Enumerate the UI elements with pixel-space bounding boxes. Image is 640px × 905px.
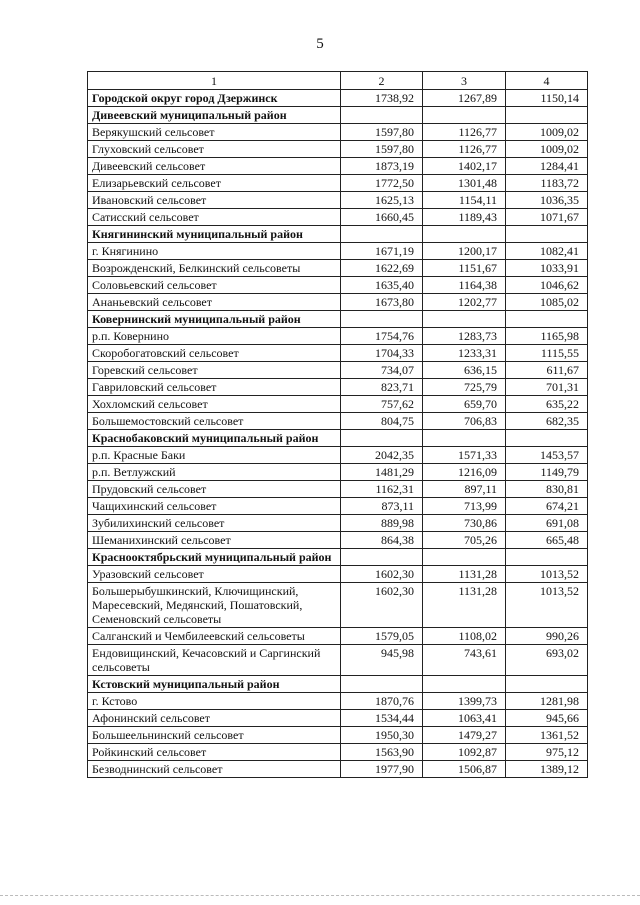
row-name-cell: Соловьевский сельсовет	[88, 277, 341, 294]
row-value-col3: 1267,89	[423, 90, 506, 107]
row-value-col4: 701,31	[506, 379, 588, 396]
table-row	[88, 328, 588, 345]
row-name-cell: Елизарьевский сельсовет	[88, 175, 341, 192]
table-row	[88, 277, 588, 294]
row-value-col2: 1579,05	[341, 628, 423, 645]
row-name-cell: Глуховский сельсовет	[88, 141, 341, 158]
row-value-col4: 1149,79	[506, 464, 588, 481]
row-name-cell: Большеельнинский сельсовет	[88, 727, 341, 744]
row-value-col4: 674,21	[506, 498, 588, 515]
row-value-col2: 1660,45	[341, 209, 423, 226]
row-name-cell: Возрожденский, Белкинский сельсоветы	[88, 260, 341, 277]
row-value-col2: 1754,76	[341, 328, 423, 345]
row-name-cell: Большерыбушкинский, Ключищинский, Маресевский, Медянский, Пошатовский, Семеновский сельсоветы	[88, 583, 341, 628]
row-name-cell: р.п. Ковернино	[88, 328, 341, 345]
row-name-cell: Афонинский сельсовет	[88, 710, 341, 727]
table-row	[88, 243, 588, 260]
table-row	[88, 645, 588, 676]
row-value-col3: 897,11	[423, 481, 506, 498]
row-value-col4: 665,48	[506, 532, 588, 549]
row-value-col3: 1131,28	[423, 583, 506, 628]
row-name-cell: Горевский сельсовет	[88, 362, 341, 379]
row-value-col2: 2042,35	[341, 447, 423, 464]
table-row	[88, 413, 588, 430]
row-name-cell: Уразовский сельсовет	[88, 566, 341, 583]
row-value-col2: 1597,80	[341, 124, 423, 141]
row-value-col2: 1534,44	[341, 710, 423, 727]
row-value-col3: 1131,28	[423, 566, 506, 583]
table-row	[88, 362, 588, 379]
row-value-col4: 682,35	[506, 413, 588, 430]
row-value-col2: 1597,80	[341, 141, 423, 158]
row-value-col3	[423, 311, 506, 328]
row-value-col3: 1164,38	[423, 277, 506, 294]
section-row	[88, 430, 588, 447]
row-value-col2: 1772,50	[341, 175, 423, 192]
page-number: 5	[316, 36, 324, 52]
table-row	[88, 693, 588, 710]
row-value-col3: 1202,77	[423, 294, 506, 311]
row-value-col3: 1154,11	[423, 192, 506, 209]
row-value-col3	[423, 676, 506, 693]
row-value-col2: 889,98	[341, 515, 423, 532]
row-value-col4: 1082,41	[506, 243, 588, 260]
row-name-cell: Скоробогатовский сельсовет	[88, 345, 341, 362]
row-name-cell: Салганский и Чембилеевский сельсоветы	[88, 628, 341, 645]
row-value-col4: 1009,02	[506, 141, 588, 158]
table-row	[88, 727, 588, 744]
section-row	[88, 107, 588, 124]
row-value-col4: 1046,62	[506, 277, 588, 294]
row-value-col3: 1126,77	[423, 124, 506, 141]
row-value-col2: 1622,69	[341, 260, 423, 277]
row-value-col4: 975,12	[506, 744, 588, 761]
row-name-cell: Краснобаковский муниципальный район	[88, 430, 341, 447]
row-value-col3: 706,83	[423, 413, 506, 430]
row-name-cell: Хохломский сельсовет	[88, 396, 341, 413]
row-value-col2: 1704,33	[341, 345, 423, 362]
row-value-col3: 1092,87	[423, 744, 506, 761]
row-value-col2: 804,75	[341, 413, 423, 430]
page-edge-divider	[0, 895, 640, 896]
row-name-cell: Верякушский сельсовет	[88, 124, 341, 141]
row-value-col3: 1108,02	[423, 628, 506, 645]
row-value-col2: 1563,90	[341, 744, 423, 761]
row-value-col2: 1870,76	[341, 693, 423, 710]
row-value-col3: 1479,27	[423, 727, 506, 744]
row-value-col4: 1281,98	[506, 693, 588, 710]
row-value-col4	[506, 226, 588, 243]
header-cell-4: 4	[506, 72, 588, 90]
row-value-col4: 1033,91	[506, 260, 588, 277]
row-value-col4: 1115,55	[506, 345, 588, 362]
row-value-col2	[341, 226, 423, 243]
row-value-col3: 1200,17	[423, 243, 506, 260]
row-value-col2: 1602,30	[341, 566, 423, 583]
section-row	[88, 549, 588, 566]
row-value-col4	[506, 549, 588, 566]
table-row	[88, 294, 588, 311]
row-value-col3	[423, 226, 506, 243]
row-value-col4: 1085,02	[506, 294, 588, 311]
row-value-col2: 945,98	[341, 645, 423, 676]
row-value-col2: 734,07	[341, 362, 423, 379]
header-cell-1: 1	[88, 72, 341, 90]
row-value-col2: 1481,29	[341, 464, 423, 481]
section-row	[88, 311, 588, 328]
section-row	[88, 90, 588, 107]
row-value-col4: 1150,14	[506, 90, 588, 107]
row-value-col4: 1009,02	[506, 124, 588, 141]
row-value-col4: 1036,35	[506, 192, 588, 209]
table-header-row	[88, 72, 588, 90]
row-value-col2	[341, 107, 423, 124]
row-value-col2: 823,71	[341, 379, 423, 396]
header-cell-2: 2	[341, 72, 423, 90]
row-value-col3	[423, 549, 506, 566]
row-value-col4: 1453,57	[506, 447, 588, 464]
row-name-cell: Городской округ город Дзержинск	[88, 90, 341, 107]
row-name-cell: Чащихинский сельсовет	[88, 498, 341, 515]
row-name-cell: Сатисский сельсовет	[88, 209, 341, 226]
table-row	[88, 396, 588, 413]
row-value-col4: 1361,52	[506, 727, 588, 744]
row-value-col2	[341, 311, 423, 328]
row-value-col3: 659,70	[423, 396, 506, 413]
row-name-cell: г. Кстово	[88, 693, 341, 710]
row-value-col2	[341, 676, 423, 693]
table-row	[88, 498, 588, 515]
row-value-col2: 1162,31	[341, 481, 423, 498]
table-row	[88, 481, 588, 498]
row-value-col3: 730,86	[423, 515, 506, 532]
row-value-col4	[506, 311, 588, 328]
row-name-cell: Ананьевский сельсовет	[88, 294, 341, 311]
row-name-cell: Шеманихинский сельсовет	[88, 532, 341, 549]
row-value-col2: 1873,19	[341, 158, 423, 175]
table-row	[88, 464, 588, 481]
table-row	[88, 175, 588, 192]
row-value-col4: 1284,41	[506, 158, 588, 175]
row-name-cell: г. Княгинино	[88, 243, 341, 260]
row-value-col2: 873,11	[341, 498, 423, 515]
row-value-col4: 830,81	[506, 481, 588, 498]
row-value-col2: 1635,40	[341, 277, 423, 294]
row-value-col2: 1673,80	[341, 294, 423, 311]
row-name-cell: Ковернинский муниципальный район	[88, 311, 341, 328]
row-value-col2	[341, 430, 423, 447]
row-value-col4: 691,08	[506, 515, 588, 532]
row-value-col3: 743,61	[423, 645, 506, 676]
row-value-col4: 1071,67	[506, 209, 588, 226]
row-value-col4: 635,22	[506, 396, 588, 413]
row-value-col3: 1506,87	[423, 761, 506, 778]
row-value-col4: 1013,52	[506, 566, 588, 583]
row-name-cell: Ендовищинский, Кечасовский и Саргинский сельсоветы	[88, 645, 341, 676]
row-name-cell: Ивановский сельсовет	[88, 192, 341, 209]
table-row	[88, 260, 588, 277]
row-value-col3: 705,26	[423, 532, 506, 549]
row-name-cell: Большемостовский сельсовет	[88, 413, 341, 430]
row-name-cell: Безводнинский сельсовет	[88, 761, 341, 778]
row-value-col3: 1126,77	[423, 141, 506, 158]
row-value-col2: 757,62	[341, 396, 423, 413]
row-value-col2: 1738,92	[341, 90, 423, 107]
row-value-col4: 611,67	[506, 362, 588, 379]
table-row	[88, 124, 588, 141]
table-row	[88, 345, 588, 362]
row-value-col4	[506, 107, 588, 124]
row-value-col4	[506, 676, 588, 693]
table-row	[88, 744, 588, 761]
row-name-cell: Краснооктябрьский муниципальный район	[88, 549, 341, 566]
row-value-col3	[423, 430, 506, 447]
row-value-col4: 1183,72	[506, 175, 588, 192]
row-value-col3: 1063,41	[423, 710, 506, 727]
table-row	[88, 379, 588, 396]
row-value-col3: 1216,09	[423, 464, 506, 481]
row-value-col4: 1165,98	[506, 328, 588, 345]
table-row	[88, 761, 588, 778]
row-value-col4: 990,26	[506, 628, 588, 645]
row-value-col3: 636,15	[423, 362, 506, 379]
row-name-cell: р.п. Красные Баки	[88, 447, 341, 464]
table-row	[88, 141, 588, 158]
row-name-cell: Дивеевский сельсовет	[88, 158, 341, 175]
row-value-col4: 945,66	[506, 710, 588, 727]
row-name-cell: Прудовский сельсовет	[88, 481, 341, 498]
row-name-cell: Дивеевский муниципальный район	[88, 107, 341, 124]
row-name-cell: Гавриловский сельсовет	[88, 379, 341, 396]
row-value-col2	[341, 549, 423, 566]
row-value-col3: 1233,31	[423, 345, 506, 362]
row-value-col2: 1602,30	[341, 583, 423, 628]
table-row	[88, 583, 588, 628]
row-name-cell: р.п. Ветлужский	[88, 464, 341, 481]
row-value-col3: 1399,73	[423, 693, 506, 710]
row-value-col2: 1950,30	[341, 727, 423, 744]
row-name-cell: Зубилихинский сельсовет	[88, 515, 341, 532]
table-row	[88, 158, 588, 175]
row-value-col3: 713,99	[423, 498, 506, 515]
row-value-col3: 1301,48	[423, 175, 506, 192]
table-row	[88, 192, 588, 209]
row-value-col4: 1013,52	[506, 583, 588, 628]
data-table	[87, 71, 588, 778]
section-row	[88, 226, 588, 243]
table-row	[88, 515, 588, 532]
row-name-cell: Кстовский муниципальный район	[88, 676, 341, 693]
section-row	[88, 676, 588, 693]
row-value-col3: 1571,33	[423, 447, 506, 464]
row-value-col3: 1402,17	[423, 158, 506, 175]
row-name-cell: Ройкинский сельсовет	[88, 744, 341, 761]
row-value-col2: 1977,90	[341, 761, 423, 778]
table-row	[88, 447, 588, 464]
table-body	[88, 72, 588, 778]
row-value-col3: 1283,73	[423, 328, 506, 345]
row-value-col4: 693,02	[506, 645, 588, 676]
row-value-col2: 864,38	[341, 532, 423, 549]
row-value-col4	[506, 430, 588, 447]
row-value-col3: 1189,43	[423, 209, 506, 226]
row-value-col2: 1625,13	[341, 192, 423, 209]
row-value-col3	[423, 107, 506, 124]
row-value-col3: 1151,67	[423, 260, 506, 277]
row-name-cell: Княгининский муниципальный район	[88, 226, 341, 243]
table-row	[88, 566, 588, 583]
row-value-col2: 1671,19	[341, 243, 423, 260]
table-row	[88, 532, 588, 549]
header-cell-3: 3	[423, 72, 506, 90]
row-value-col4: 1389,12	[506, 761, 588, 778]
table-row	[88, 209, 588, 226]
table-row	[88, 628, 588, 645]
row-value-col3: 725,79	[423, 379, 506, 396]
table-row	[88, 710, 588, 727]
